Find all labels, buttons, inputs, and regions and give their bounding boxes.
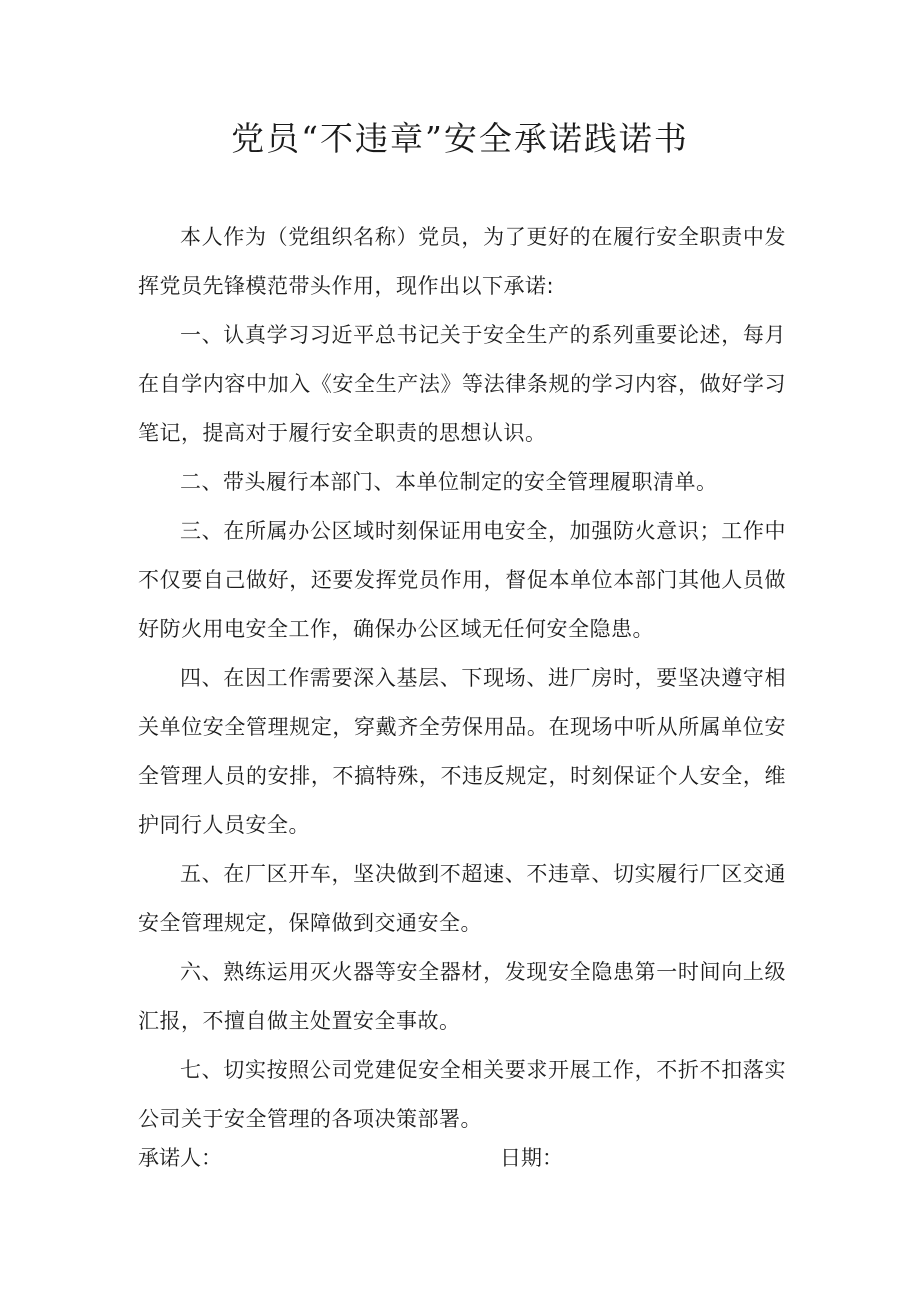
promisor-label: 承诺人： (138, 1146, 222, 1170)
signature-row (138, 1138, 786, 1178)
intro-paragraph: 本人作为（党组织名称）党员，为了更好的在履行安全职责中发挥党员先锋模范带头作用，现作出以下承诺: (138, 225, 786, 298)
commitment-item-2: 二、带头履行本部门、本单位制定的安全管理履职清单。 (180, 470, 718, 494)
commitment-item-6: 六、熟练运用灭火器等安全器材，发现安全隐患第一时间向上级汇报，不擅自做主处置安全事故。 (138, 960, 786, 1033)
commitment-item-7: 七、切实按照公司党建促安全相关要求开展工作，不折不扣落实公司关于安全管理的各项决策部署。 (138, 1058, 786, 1131)
document-title: 党员“不违章”安全承诺践诺书 (231, 119, 689, 158)
commitment-item-1: 一、认真学习习近平总书记关于安全生产的系列重要论述，每月在自学内容中加入《安全生产法》等法律条规的学习内容，做好学习笔记，提高对于履行安全职责的思想认识。 (138, 323, 786, 445)
commitment-item-4: 四、在因工作需要深入基层、下现场、进厂房时，要坚决遵守相关单位安全管理规定，穿戴齐全劳保用品。在现场中听从所属单位安全管理人员的安排，不搞特殊，不违反规定，时刻保证个人安全，维护同行人员安全。 (138, 666, 786, 837)
commitment-item-5: 五、在厂区开车，坚决做到不超速、不违章、切实履行厂区交通安全管理规定，保障做到交通安全。 (138, 862, 786, 935)
commitment-item-3: 三、在所属办公区域时刻保证用电安全，加强防火意识；工作中不仅要自己做好，还要发挥党员作用，督促本单位本部门其他人员做好防火用电安全工作，确保办公区域无任何安全隐患。 (138, 519, 786, 641)
date-label: 日期： (500, 1146, 563, 1170)
document-body (138, 213, 786, 1144)
